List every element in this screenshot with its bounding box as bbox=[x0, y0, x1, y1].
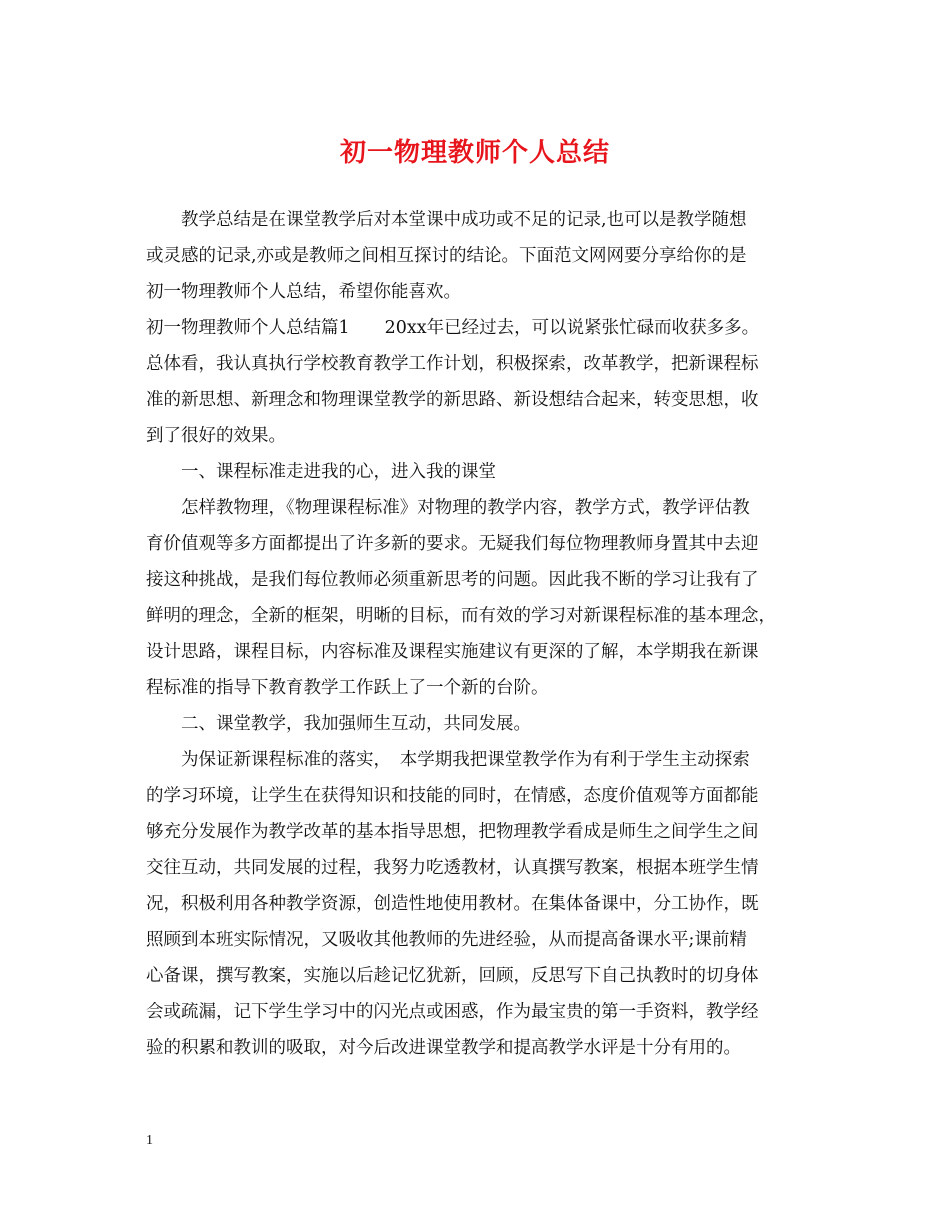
section-heading: 一、课程标准走进我的心，进入我的课堂 bbox=[146, 462, 496, 482]
page-title: 初一物理教师个人总结 bbox=[339, 138, 610, 168]
section-heading: 二、课堂教学，我加强师生互动，共同发展。 bbox=[146, 714, 531, 734]
text-line: 育价值观等多方面都提出了许多新的要求。无疑我们每位物理教师身置其中去迎 bbox=[146, 534, 759, 554]
text-line: 心备课，撰写教案，实施以后趁记忆犹新，回顾，反思写下自己执教时的切身体 bbox=[146, 966, 759, 986]
text-line: 程标准的指导下教育教学工作跃上了一个新的台阶。 bbox=[146, 678, 549, 698]
text-line: 的学习环境，让学生在获得知识和技能的同时，在情感，态度价值观等方面都能 bbox=[146, 786, 759, 806]
text-line: 验的积累和教训的吸取，对今后改进课堂教学和提高教学水评是十分有用的。 bbox=[146, 1038, 741, 1058]
text-line: 总体看，我认真执行学校教育教学工作计划，积极探索，改革教学，把新课程标 bbox=[146, 354, 759, 374]
text-line: 教学总结是在课堂教学后对本堂课中成功或不足的记录,也可以是教学随想 bbox=[146, 210, 747, 230]
page-number: 1 bbox=[146, 1133, 153, 1148]
text-line: 接这种挑战，是我们每位教师必须重新思考的问题。因此我不断的学习让我有了 bbox=[146, 570, 759, 590]
text-line: 到了很好的效果。 bbox=[146, 426, 286, 446]
text-line: 初一物理教师个人总结篇1 20xx年已经过去，可以说紧张忙碌而收获多多。 bbox=[146, 318, 760, 338]
text-line: 怎样教物理，《物理课程标准》对物理的教学内容，教学方式，教学评估教 bbox=[146, 498, 750, 518]
text-line: 况，积极利用各种教学资源，创造性地使用教材。在集体备课中，分工协作，既 bbox=[146, 894, 759, 914]
text-line: 准的新思想、新理念和物理课堂教学的新思路、新设想结合起来，转变思想，收 bbox=[146, 390, 759, 410]
text-line: 照顾到本班实际情况，又吸收其他教师的先进经验，从而提高备课水平;课前精 bbox=[146, 930, 747, 950]
text-line: 会或疏漏，记下学生学习中的闪光点或困惑，作为最宝贵的第一手资料，教学经 bbox=[146, 1002, 759, 1022]
text-line: 鲜明的理念，全新的框架，明晰的目标，而有效的学习对新课程标准的基本理念， bbox=[146, 606, 776, 626]
text-line: 初一物理教师个人总结，希望你能喜欢。 bbox=[146, 282, 461, 302]
text-line: 或灵感的记录,亦或是教师之间相互探讨的结论。下面范文网网要分享给你的是 bbox=[146, 246, 747, 266]
text-line: 交往互动，共同发展的过程，我努力吃透教材，认真撰写教案，根据本班学生情 bbox=[146, 858, 759, 878]
text-line: 为保证新课程标准的落实， 本学期我把课堂教学作为有利于学生主动探索 bbox=[146, 750, 750, 770]
text-line: 够充分发展作为教学改革的基本指导思想，把物理教学看成是师生之间学生之间 bbox=[146, 822, 759, 842]
text-line: 设计思路，课程目标，内容标准及课程实施建议有更深的了解，本学期我在新课 bbox=[146, 642, 759, 662]
